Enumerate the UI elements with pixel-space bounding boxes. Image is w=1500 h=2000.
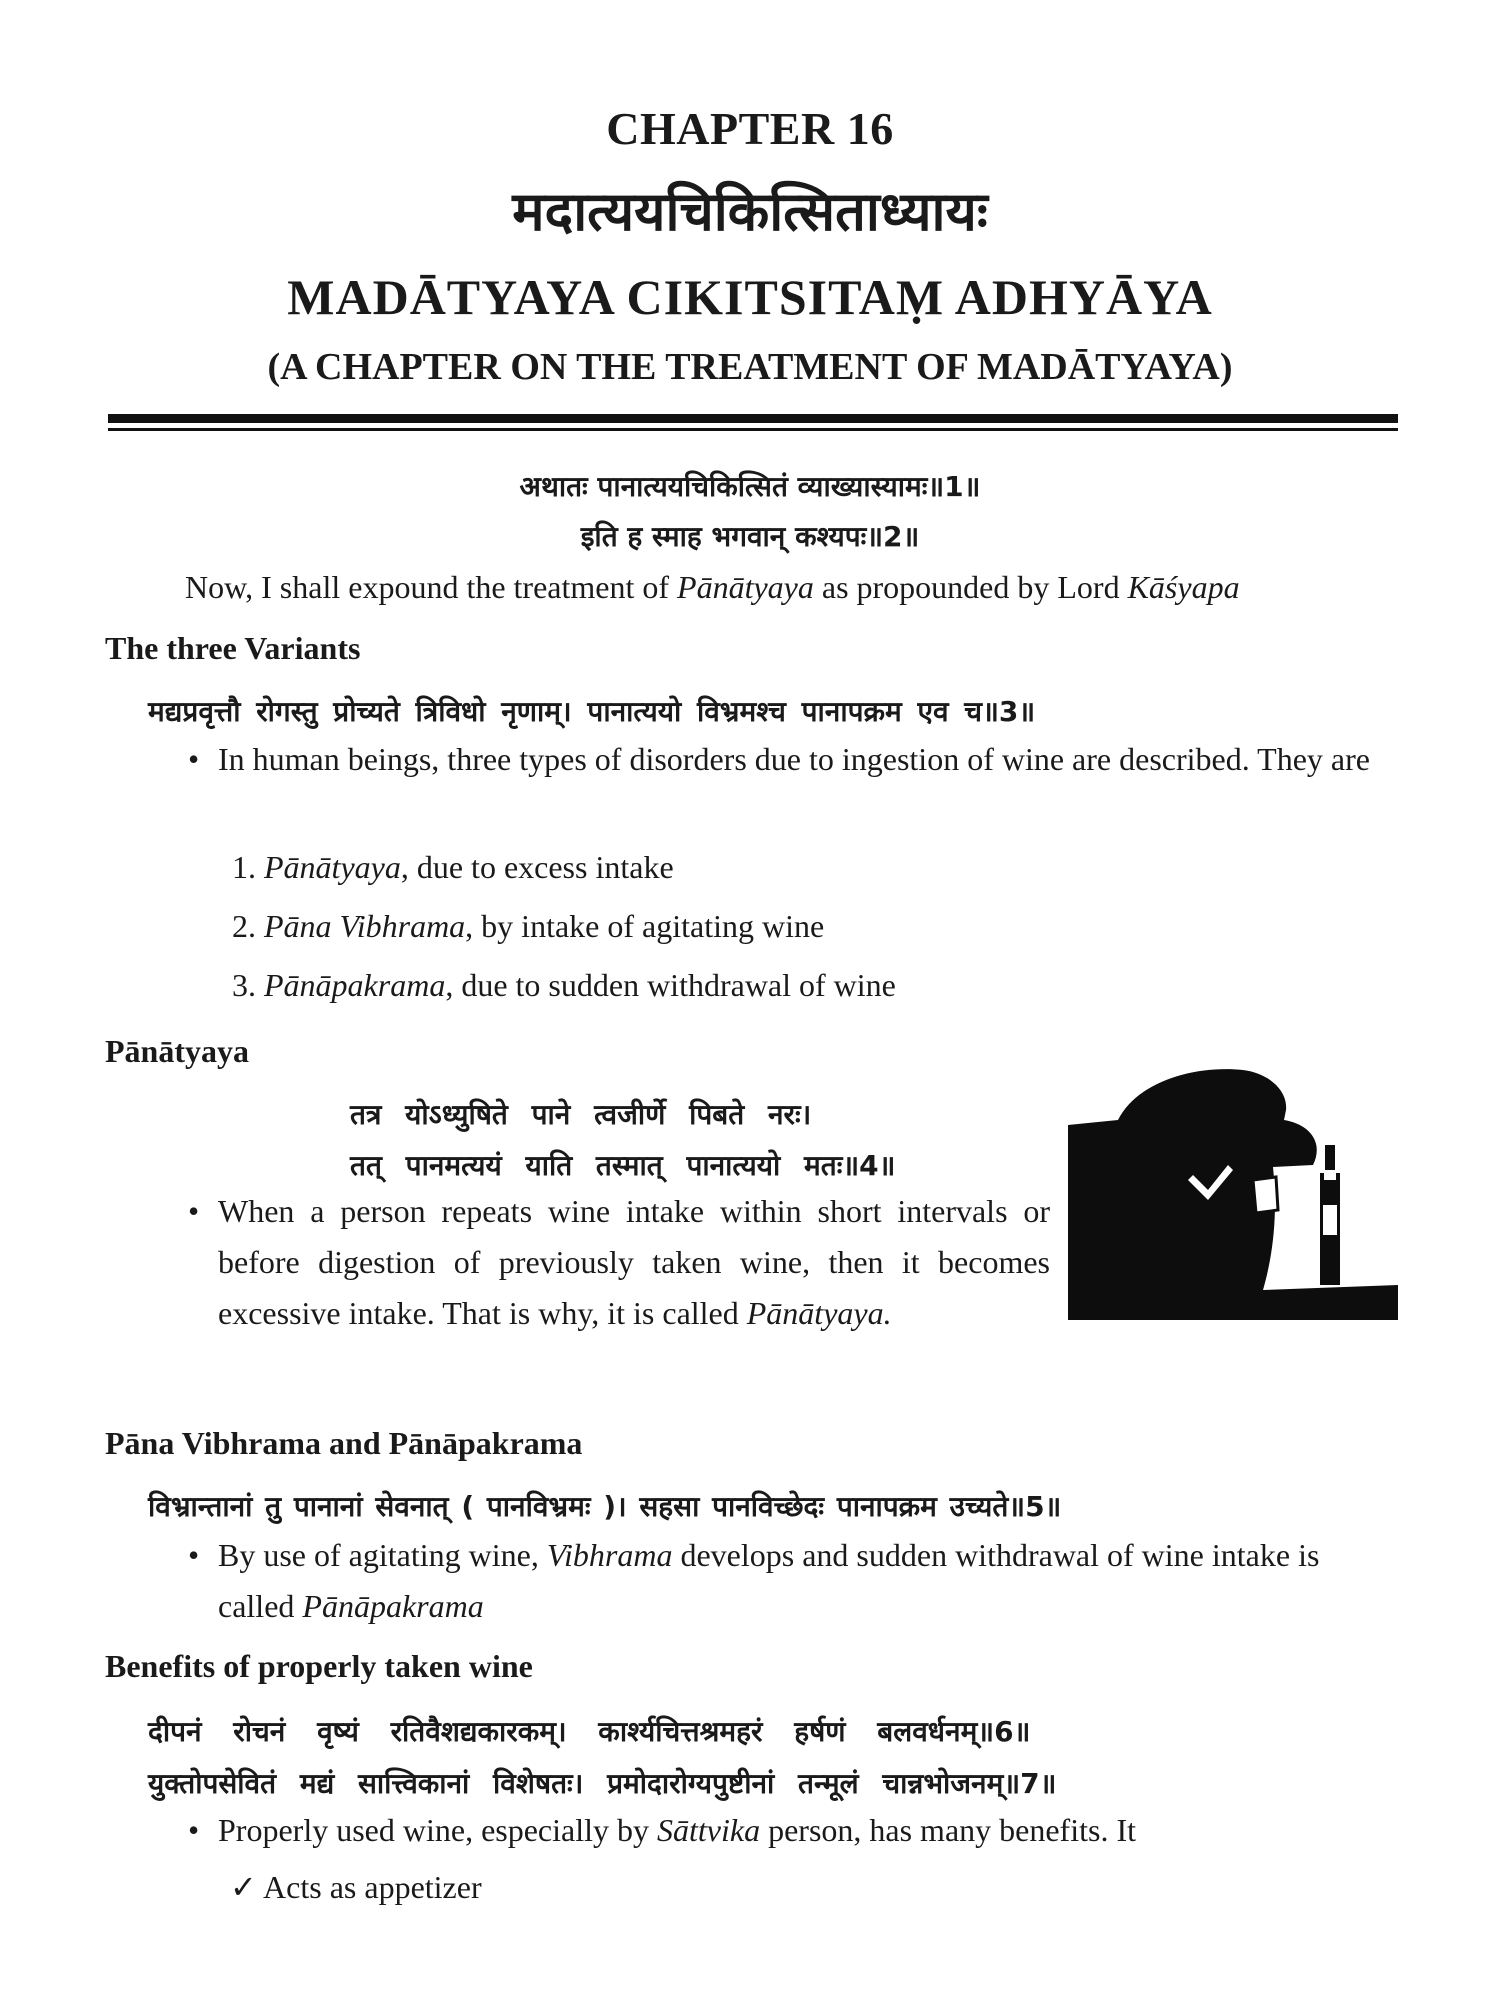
heading-three-variants: The three Variants bbox=[105, 630, 361, 666]
list-item: 3. Pānāpakrama, due to sudden withdrawal of wine bbox=[232, 967, 896, 1003]
bullet-three-disorders: • In human beings, three types of disorders due to ingestion of wine are described. They are bbox=[218, 734, 1398, 785]
list-item: 1. Pānātyaya, due to excess intake bbox=[232, 849, 674, 885]
chapter-title: MADĀTYAYA CIKITSITAṂ ADHYĀYA bbox=[287, 269, 1213, 325]
bullet-benefits: • Properly used wine, especially by Sāttvika person, has many benefits. It bbox=[218, 1805, 1398, 1856]
verse-6: दीपनं रोचनं वृष्यं रतिवैशद्यकारकम्। कार्श्यचित्तश्रमहरं हर्षणं बलवर्धनम्॥6॥ bbox=[148, 1715, 1031, 1748]
heading-vibhrama: Pāna Vibhrama and Pānāpakrama bbox=[105, 1425, 583, 1461]
list-item: 2. Pāna Vibhrama, by intake of agitating wine bbox=[232, 908, 825, 944]
verse-1: अथातः पानात्ययचिकित्सितं व्याख्यास्यामः॥1॥ bbox=[519, 470, 981, 503]
heading-benefits: Benefits of properly taken wine bbox=[105, 1648, 533, 1684]
drinking-man-silhouette bbox=[1068, 1065, 1398, 1320]
check-icon: ✓ bbox=[230, 1869, 257, 1905]
intro-text: Now, I shall expound the treatment of Pānātyaya as propounded by Lord Kāśyapa bbox=[185, 569, 1240, 605]
verse-7: युक्तोपसेवितं मद्यं सात्त्विकानां विशेषतः। प्रमोदारोग्यपुष्टीनां तन्मूलं चान्नभोजनम्॥7॥ bbox=[148, 1767, 1057, 1800]
bullet-panatyaya: • When a person repeats wine intake within short intervals or before digestion of previously taken wine, then it becomes excessive intake. That is why, it is called Pānātyaya. bbox=[218, 1186, 1050, 1339]
verse-5: विभ्रान्तानां तु पानानां सेवनात् ( पानविभ्रमः )। सहसा पानविच्छेदः पानापक्रम उच्यते॥5॥ bbox=[148, 1490, 1062, 1523]
verse-4b: तत् पानमत्ययं याति तस्मात् पानात्ययो मतः॥4॥ bbox=[350, 1149, 896, 1182]
term-panapakrama: Pānāpakrama bbox=[302, 1588, 484, 1624]
title-rule-thick bbox=[108, 414, 1398, 423]
heading-panatyaya: Pānātyaya bbox=[105, 1033, 249, 1069]
drinking-man-illustration bbox=[1068, 1065, 1398, 1320]
verse-4a: तत्र योऽध्युषिते पाने त्वजीर्णे पिबते नरः। bbox=[350, 1098, 812, 1131]
title-rule-thin bbox=[108, 428, 1398, 431]
term-sattvika: Sāttvika bbox=[657, 1812, 761, 1848]
verse-3: मद्यप्रवृत्तौ रोगस्तु प्रोच्यते त्रिविधो नृणाम्। पानात्ययो विभ्रमश्च पानापक्रम एव च॥3॥ bbox=[148, 695, 1036, 728]
term-vibhrama: Vibhrama bbox=[546, 1537, 673, 1573]
term-panatyaya: Pānātyaya. bbox=[746, 1295, 892, 1331]
chapter-number: CHAPTER 16 bbox=[606, 103, 894, 154]
term-panatyaya: Pānātyaya bbox=[677, 569, 814, 605]
term-kasyapa: Kāśyapa bbox=[1127, 569, 1240, 605]
check-item: ✓ Acts as appetizer bbox=[230, 1869, 482, 1905]
verse-2: इति ह स्माह भगवान् कश्यपः॥2॥ bbox=[580, 520, 920, 553]
chapter-subtitle: (A CHAPTER ON THE TREATMENT OF MADĀTYAYA) bbox=[267, 346, 1233, 388]
chapter-title-sanskrit: मदात्ययचिकित्सिताध्यायः bbox=[512, 180, 988, 243]
bullet-vibhrama: • By use of agitating wine, Vibhrama develops and sudden withdrawal of wine intake is called Pānāpakrama bbox=[218, 1530, 1398, 1632]
